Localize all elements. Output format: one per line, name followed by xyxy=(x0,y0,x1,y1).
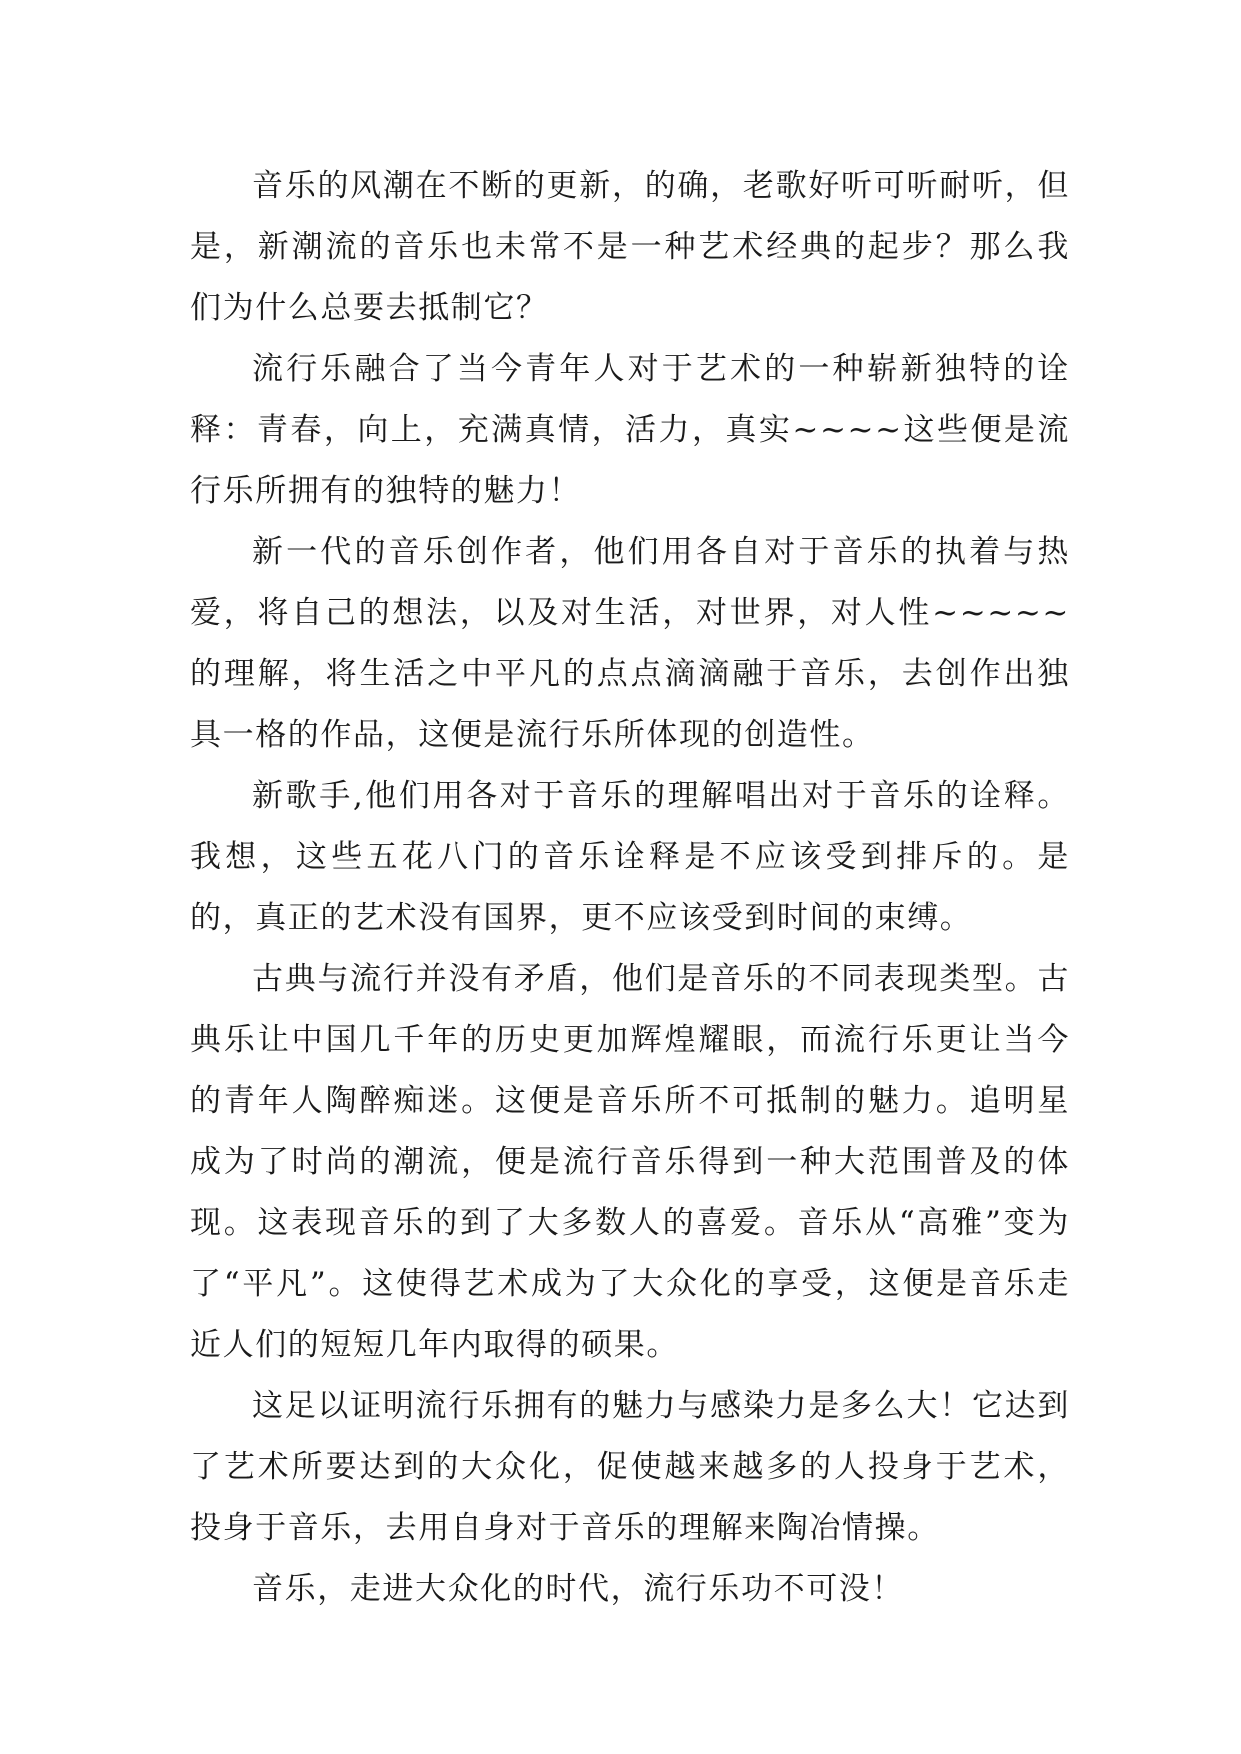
paragraph-1: 音乐的风潮在不断的更新，的确，老歌好听可听耐听，但是，新潮流的音乐也未常不是一种艺术经典的起步？那么我们为什么总要去抵制它？ xyxy=(190,168,1070,326)
document-body xyxy=(190,156,1070,1620)
paragraph-4: 新歌手,他们用各对于音乐的理解唱出对于音乐的诠释。我想，这些五花八门的音乐诠释是不应该受到排斥的。是的，真正的艺术没有国界，更不应该受到时间的束缚。 xyxy=(190,778,1070,936)
paragraph-7: 音乐，走进大众化的时代，流行乐功不可没！ xyxy=(252,1571,904,1607)
paragraph-5: 古典与流行并没有矛盾，他们是音乐的不同表现类型。古典乐让中国几千年的历史更加辉煌耀眼，而流行乐更让当今的青年人陶醉痴迷。这便是音乐所不可抵制的魅力。追明星成为了时尚的潮流，便是流行音乐得到一种大范围普及的体现。这表现音乐的到了大多数人的喜爱。音乐从“高雅”变为了“平凡”。这使得艺术成为了大众化的享受，这便是音乐走近人们的短短几年内取得的硕果。 xyxy=(190,961,1070,1363)
paragraph-2: 流行乐融合了当今青年人对于艺术的一种崭新独特的诠释：青春，向上，充满真情，活力，真实~~~~这些便是流行乐所拥有的独特的魅力！ xyxy=(190,351,1070,509)
paragraph-3: 新一代的音乐创作者，他们用各自对于音乐的执着与热爱，将自己的想法，以及对生活，对世界，对人性~~~~~的理解，将生活之中平凡的点点滴滴融于音乐，去创作出独具一格的作品，这便是流行乐所体现的创造性。 xyxy=(190,534,1070,753)
paragraph-6: 这足以证明流行乐拥有的魅力与感染力是多么大！它达到了艺术所要达到的大众化，促使越来越多的人投身于艺术，投身于音乐，去用自身对于音乐的理解来陶冶情操。 xyxy=(190,1388,1070,1546)
